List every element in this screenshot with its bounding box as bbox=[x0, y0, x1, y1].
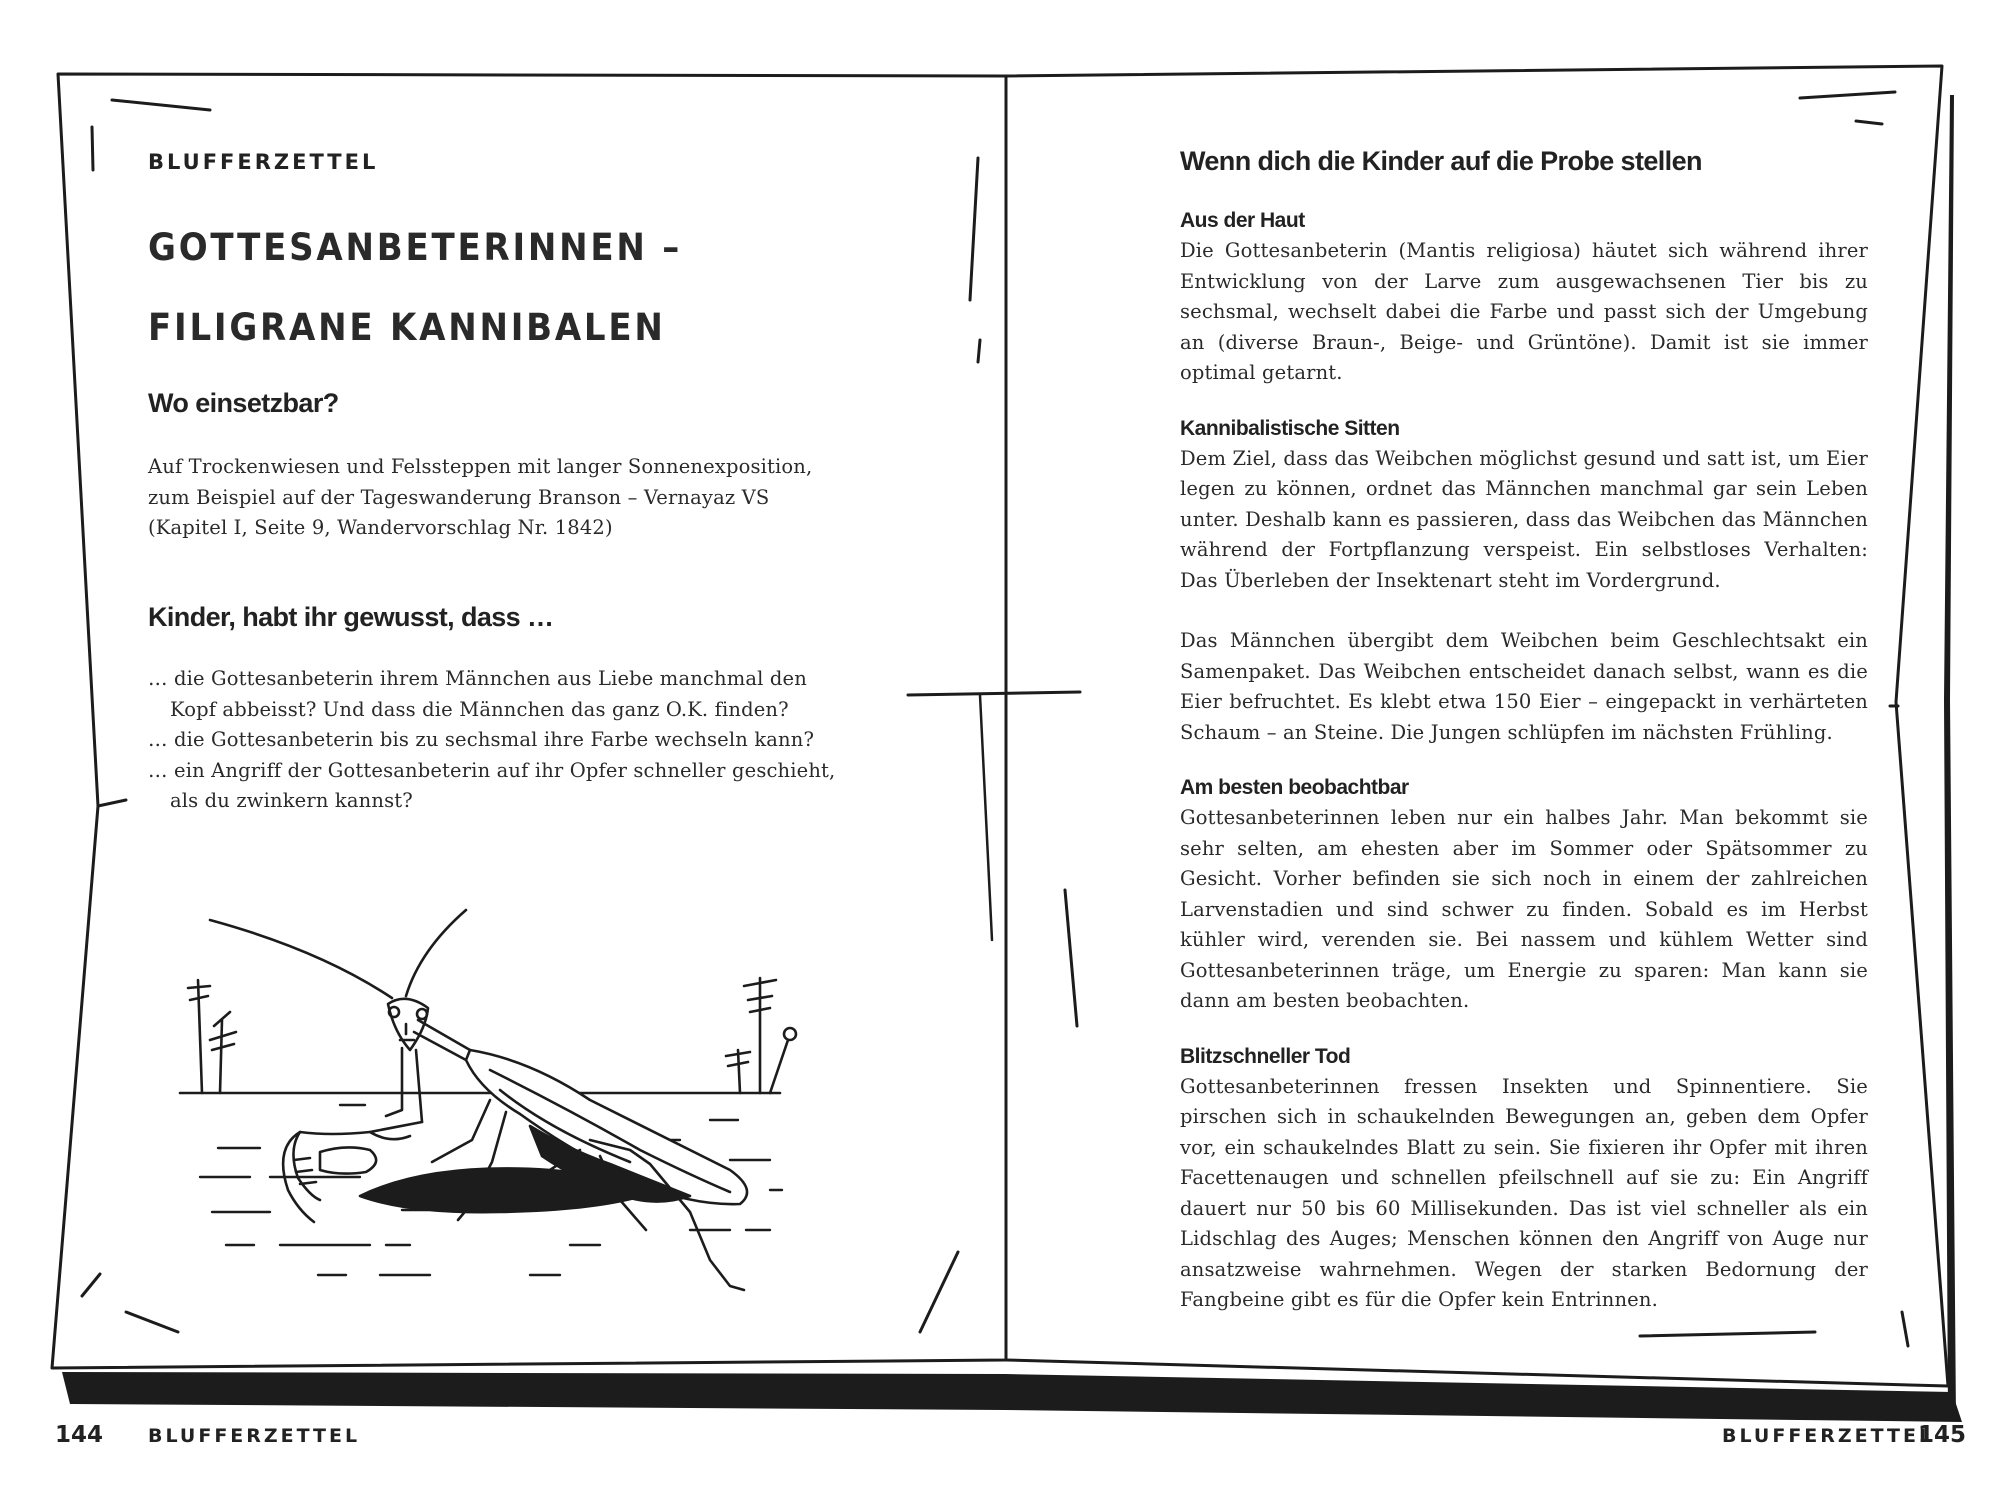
section-kannibalistische-sitten bbox=[1180, 414, 1868, 749]
section-paragraph: Die Gottesanbeterin (Mantis religiosa) häutet sich während ihrer Entwicklung von der Larve zum ausgewachsenen Tier bis zu sechsmal, wechselt dabei die Farbe und passt sich der Umgebung an (diverse Braun-, Beige- und Grüntöne). Damit ist sie immer optimal getarnt. bbox=[1180, 239, 1868, 384]
right-sections bbox=[1180, 206, 1868, 1341]
kids-heading: Kinder, habt ihr gewusst, dass … bbox=[148, 602, 554, 632]
list-item: … ein Angriff der Gottesanbeterin auf ihr Opfer schneller geschieht, als du zwinkern kannst? bbox=[148, 758, 836, 812]
page-title bbox=[148, 208, 847, 368]
kids-list bbox=[148, 664, 848, 817]
left-page-number: 144 bbox=[55, 1422, 104, 1448]
section-blitzschneller-tod bbox=[1180, 1042, 1868, 1316]
where-text: Auf Trockenwiesen und Felssteppen mit langer Sonnenexposition, zum Beispiel auf der Tageswanderung Branson – Vernayaz VS (Kapitel I, Seite 9, Wandervorschlag Nr. 1842) bbox=[148, 455, 813, 539]
right-page-number: 145 bbox=[1918, 1422, 1967, 1448]
section-title: Blitzschneller Tod bbox=[1180, 1044, 1351, 1068]
section-paragraph: Gottesanbeterinnen fressen Insekten und Spinnentiere. Sie pirschen sich in schaukelnden Bewegungen an, geben dem Opfer vor, ein schaukelndes Blatt zu sein. Sie fixieren ihr Opfer mit ihren Facettenaugen und schnellen pfeilschnell auf sie zu: Ein Angriff dauert nur 50 bis 60 Millisekunden. Das ist viel schneller als ein Lidschlag des Auges; Menschen können den Angriff von Auge nur ansatzweise wahrnehmen. Wegen der starken Bedornung der Fangbeine gibt es für die Opfer kein Entrinnen. bbox=[1180, 1074, 1868, 1311]
right-footer-label: BLUFFERZETTEL bbox=[1722, 1425, 1935, 1447]
section-title: Aus der Haut bbox=[1180, 209, 1305, 232]
section-title: Kannibalistische Sitten bbox=[1180, 416, 1400, 440]
section-aus-der-haut bbox=[1180, 206, 1868, 389]
page-title-line-2: FILIGRANE KANNIBALEN bbox=[148, 306, 666, 349]
section-paragraph: Dem Ziel, dass das Weibchen möglichst gesund und satt ist, um Eier legen zu können, ordnet das Männchen manchmal gar sein Leben unter. Deshalb kann es passieren, dass das Weibchen das Männchen während der Fortpflanzung verspeist. Ein selbstloses Verhalten: Das Überleben der Insektenart steht im Vordergrund. bbox=[1180, 446, 1868, 592]
left-footer-label: BLUFFERZETTEL bbox=[148, 1425, 361, 1447]
section-paragraph: Das Männchen übergibt dem Weibchen beim Geschlechtsakt ein Samenpaket. Das Weibchen entscheidet danach selbst, wann es die Eier befruchtet. Es klebt etwa 150 Eier – eingepackt in verhärteten Schaum – an Steine. Die Jungen schlüpfen im nächsten Frühling. bbox=[1180, 629, 1868, 744]
book-spine-right-shadow bbox=[1944, 95, 1956, 1420]
praying-mantis-illustration bbox=[170, 900, 830, 1320]
section-title: Am besten beobachtbar bbox=[1180, 776, 1409, 799]
section-paragraph: Gottesanbeterinnen leben nur ein halbes Jahr. Man bekommt sie sehr selten, am ehesten aber im Sommer oder Spätsommer zu Gesicht. Vorher befinden sie sich noch in einem der zahlreichen Larvenstadien und sind schwer zu finden. Sobald es im Herbst kühler wird, verenden sie. Bei nassem und kühlem Wetter sind Gottesanbeterinnen träge, um Energie zu sparen: Man kann sie dann am besten beobachten. bbox=[1180, 806, 1868, 1012]
where-heading: Wo einsetzbar? bbox=[148, 388, 339, 418]
section-am-besten-beobachtbar bbox=[1180, 773, 1868, 1017]
left-kicker: BLUFFERZETTEL bbox=[148, 150, 379, 174]
right-heading: Wenn dich die Kinder auf die Probe stellen bbox=[1180, 146, 1702, 176]
page-title-line-1: GOTTESANBETERINNEN – bbox=[148, 226, 683, 269]
list-item: … die Gottesanbeterin bis zu sechsmal ihre Farbe wechseln kann? bbox=[148, 728, 815, 751]
book-shadow-left bbox=[62, 1372, 1005, 1410]
list-item: … die Gottesanbeterin ihrem Männchen aus Liebe manchmal den Kopf abbeisst? Und dass die Männchen das ganz O.K. finden? bbox=[148, 667, 807, 721]
